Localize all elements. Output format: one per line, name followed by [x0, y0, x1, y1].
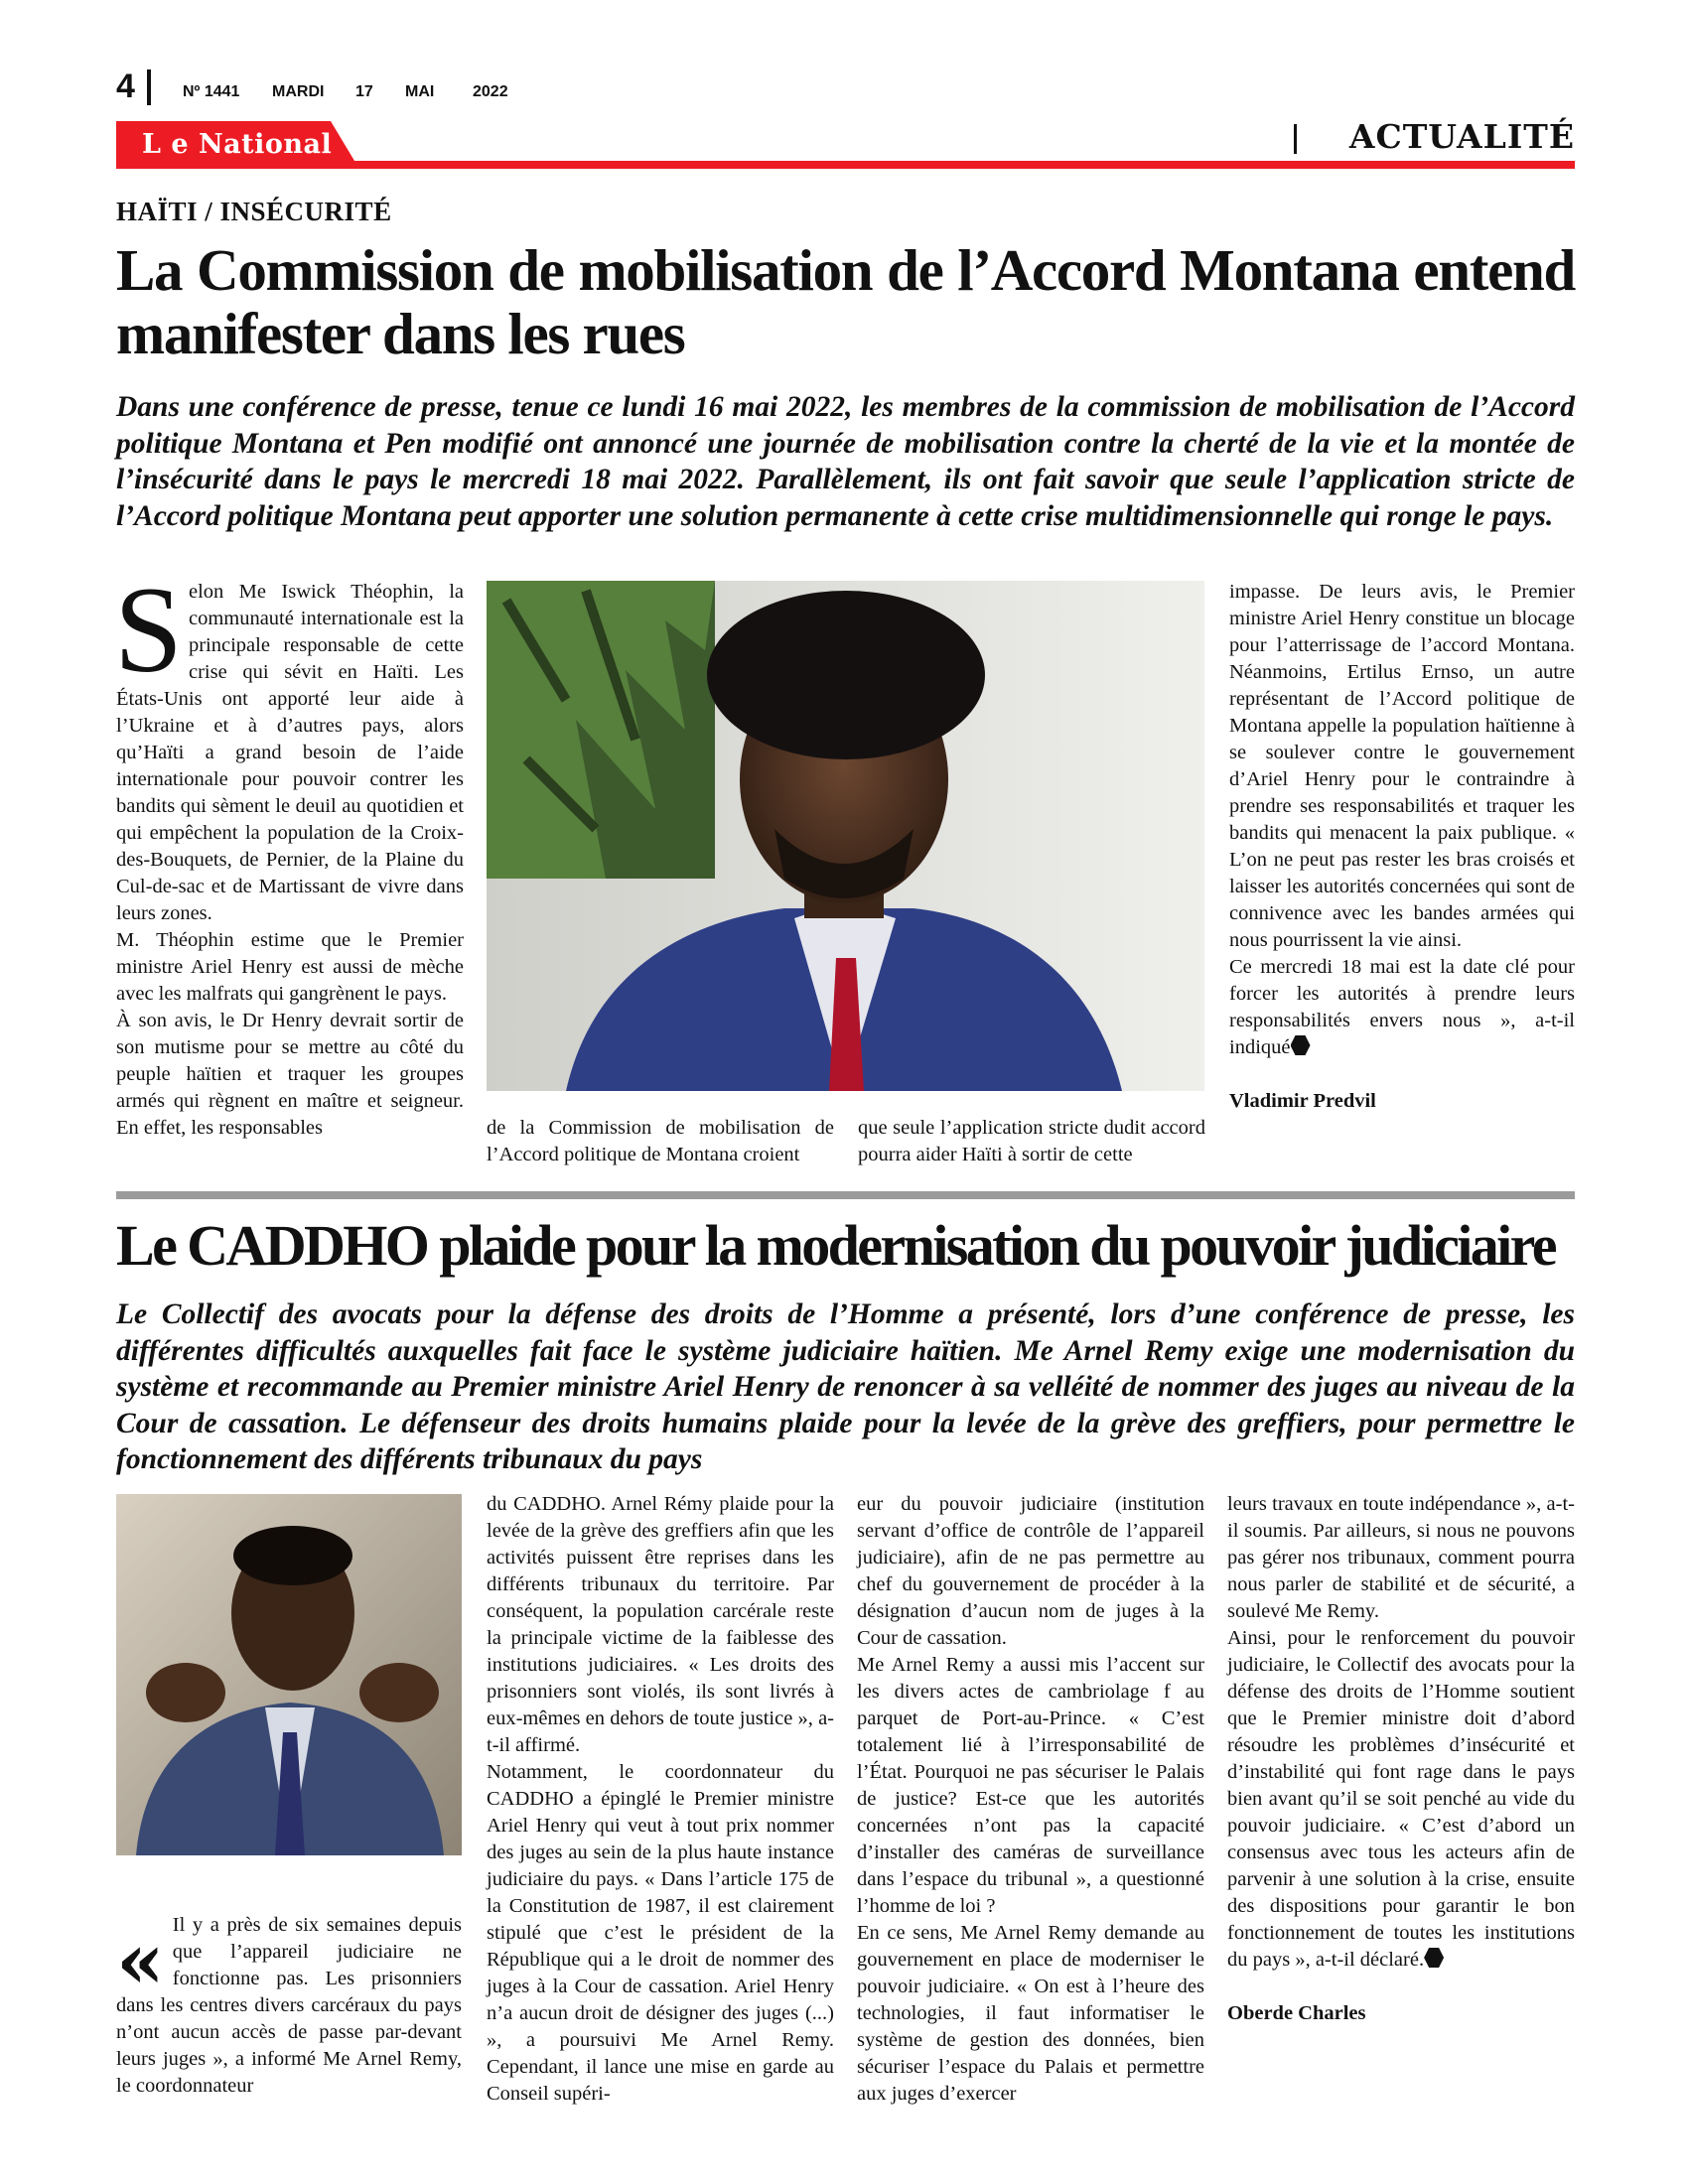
paragraph: de la Commission de mobilisation de l’Accord politique de Montana croient: [487, 1117, 834, 1165]
paragraph: À son avis, le Dr Henry devrait sortir de son mutisme pour se mettre au côté du peuple haïtien et traquer les groupes armés qui règnent en maître et seigneur. En effet, les responsables: [116, 1010, 464, 1139]
article2-photo: [116, 1494, 462, 1855]
drop-cap: S: [114, 562, 183, 698]
paragraph: que seule l’application stricte dudit accord pourra aider Haïti à sortir de cette: [858, 1117, 1205, 1165]
issue-weekday: MARDI: [272, 83, 325, 100]
issue-month: MAI: [405, 83, 435, 100]
article2-lead: Le Collectif des avocats pour la défense des droits de l’Homme a présenté, lors d’une conférence de presse, les différentes difficultés auxquelles fait face le système judiciaire haïtien. Me Arnel Remy exige une modernisation du système et recommande au Premier ministre Ariel Henry de renoncer à sa velléité de nommer des juges au niveau de la Cour de cassation. Le défenseur des droits humains plaide pour la levée de la grève des greffiers, pour permettre le fonctionnement des différents tribunaux du pays: [116, 1298, 1575, 1475]
quote-mark: «: [116, 1916, 165, 2006]
paragraph: elon Me Iswick Théophin, la communauté internationale est la principale responsable de cette crise qui sévit en Haïti. Les États-Unis ont apporté leur aide à l’Ukraine et à d’autres pays, alors qu’Haïti a grand besoin de l’aide internationale pour pouvoir contrer les bandits qui sèment le deuil au quotidien et qui empêchent la population de la Croix-des-Bouquets, de Pernier, de la Plaine du Cul-de-sac et de Martissant de vivre dans leurs zones.: [116, 581, 464, 924]
paragraph: Me Arnel Remy a aussi mis l’accent sur les divers actes de cambriolage f au parquet de Port-au-Prince. « C’est totalement lié à l’irresponsabilité de l’État. Pourquoi ne pas sécuriser le Palais de justice? Est-ce que les autorités concernées n’ont pas la capacité d’installer des caméras de surveillance dans l’espace du tribunal », a questionné l’homme de loi ?: [857, 1654, 1204, 1917]
article2-column-4: [1227, 1491, 1575, 2027]
article1-photo: [487, 581, 1204, 1091]
paragraph: eur du pouvoir judiciaire (institution servant d’office de contrôle de l’appareil judiciaire), afin de ne pas permettre au chef du gouvernement de procéder à la désignation d’aucun nom de juges à la Cour de cassation.: [857, 1493, 1204, 1649]
article-separator: [116, 1191, 1575, 1199]
article1-column-1: [114, 562, 464, 1142]
article1-column-4: [1229, 579, 1575, 1115]
issue-number: Nº 1441: [183, 83, 240, 100]
paragraph: Notamment, le coordonnateur du CADDHO a épinglé le Premier ministre Ariel Henry qui veut à tout prix nommer des juges au sein de la plus haute instance judiciaire du pays. « Dans l’article 175 de la Constitution de 1987, il est clairement stipulé que c’est le président de la République qui a le droit de nommer des juges à la Cour de cassation. Ariel Henry n’a aucun droit de désigner des juges (...) », a poursuivi Me Arnel Remy. Cependant, il lance une mise en garde au Conseil supéri-: [487, 1761, 834, 2105]
article-title: La Commission de mobilisation de l’Accord Montana entend manifester dans les rues: [116, 237, 1575, 366]
paragraph: Ce mercredi 18 mai est la date clé pour forcer les autorités à prendre leurs responsabilités envers nous », a-t-il indiqué: [1229, 956, 1575, 1058]
page-number: 4: [116, 68, 135, 105]
article2-column-2: [487, 1491, 834, 2108]
section-divider: [1294, 124, 1297, 154]
article1-column-2: [487, 1115, 834, 1168]
paragraph: M. Théophin estime que le Premier ministre Ariel Henry est aussi de mèche avec les malfrats qui gangrènent le pays.: [116, 929, 464, 1005]
paragraph: leurs travaux en toute indépendance », a-t-il soumis. Par ailleurs, si nous ne pouvons pas gérer nos tribunaux, comment pourra nous parler de stabilité et de sécurité, a soulevé Me Remy.: [1227, 1493, 1575, 1622]
paragraph: En ce sens, Me Arnel Remy demande au gouvernement en place de moderniser le pouvoir judiciaire. « On est à l’heure des technologies, il faut informatiser le système de gestion des données, bien sécuriser l’espace du Palais et permettre aux juges d’exercer: [857, 1922, 1204, 2105]
article1-column-3: [858, 1115, 1205, 1168]
article-lead: Dans une conférence de presse, tenue ce lundi 16 mai 2022, les membres de la commission de mobilisation de l’Accord politique Montana et Pen modifié ont annoncé une journée de mobilisation contre la cherté de la vie et la montée de l’insécurité dans le pays le mercredi 18 mai 2022. Parallèlement, ils ont fait savoir que seule l’application stricte de l’Accord politique Montana peut apporter une solution permanente à cette crise multidimensionnelle qui ronge le pays.: [116, 391, 1575, 532]
issue-info: [183, 83, 508, 101]
paragraph: Ainsi, pour le renforcement du pouvoir judiciaire, le Collectif des avocats pour la défense des droits de l’Homme soutient que le Premier ministre doit d’abord résoudre les problèmes d’insécurité et d’instabilité qui font rage dans le pays bien avant qu’il se soit penché au vide du pouvoir judiciaire. « C’est d’abord un consensus avec tous les acteurs afin de parvenir à une solution à la crise, ensuite des dispositions pour garantir le bon fonctionnement de toutes les institutions du pays », a-t-il déclaré.: [1227, 1627, 1575, 1971]
paragraph: Il y a près de six semaines depuis que l’appareil judiciaire ne fonctionne pas. Les prisonniers dans les centres divers carcéraux du pays n’ont aucun accès de passe par-devant leurs juges », a informé Me Arnel Remy, le coordonnateur: [116, 1914, 462, 2097]
article-kicker: HAÏTI / INSÉCURITÉ: [116, 197, 392, 226]
brand-logo: L e National: [142, 129, 333, 160]
paragraph: impasse. De leurs avis, le Premier ministre Ariel Henry constitue un blocage pour l’atterrissage de l’accord Montana. Néanmoins, Ertilus Ernso, un autre représentant de l’Accord politique de Montana appelle la population haïtienne à se soulever contre le gouvernement d’Ariel Henry pour le contraindre à prendre ses responsabilités et traquer les bandits qui menacent la paix publique. « L’on ne peut pas rester les bras croisés et laisser les autorités concernées qui sont de connivence avec les bandes armées qui nous pourrissent la vie ainsi.: [1229, 581, 1575, 951]
paragraph: du CADDHO. Arnel Rémy plaide pour la levée de la grève des greffiers afin que les activités puissent être reprises dans les différents tribunaux du territoire. Par conséquent, la population carcérale reste la principale victime de la faiblesse des institutions judiciaires. « Les droits des prisonniers sont violés, ils sont livrés à eux-mêmes en dehors de toute justice », a-t-il affirmé.: [487, 1493, 834, 1756]
header-divider: [147, 69, 151, 105]
article2-column-3: [857, 1491, 1204, 2108]
end-mark-icon: [1424, 1948, 1444, 1968]
article2-author: Oberde Charles: [1227, 2002, 1366, 2024]
end-mark-icon: [1291, 1035, 1311, 1055]
issue-day: 17: [355, 83, 373, 100]
section-label: ACTUALITÉ: [1348, 117, 1575, 156]
issue-year: 2022: [473, 83, 508, 100]
article2-column-1: [116, 1912, 462, 2100]
article1-author: Vladimir Predvil: [1229, 1090, 1376, 1112]
article2-title: Le CADDHO plaide pour la modernisation du pouvoir judiciaire: [116, 1213, 1555, 1278]
